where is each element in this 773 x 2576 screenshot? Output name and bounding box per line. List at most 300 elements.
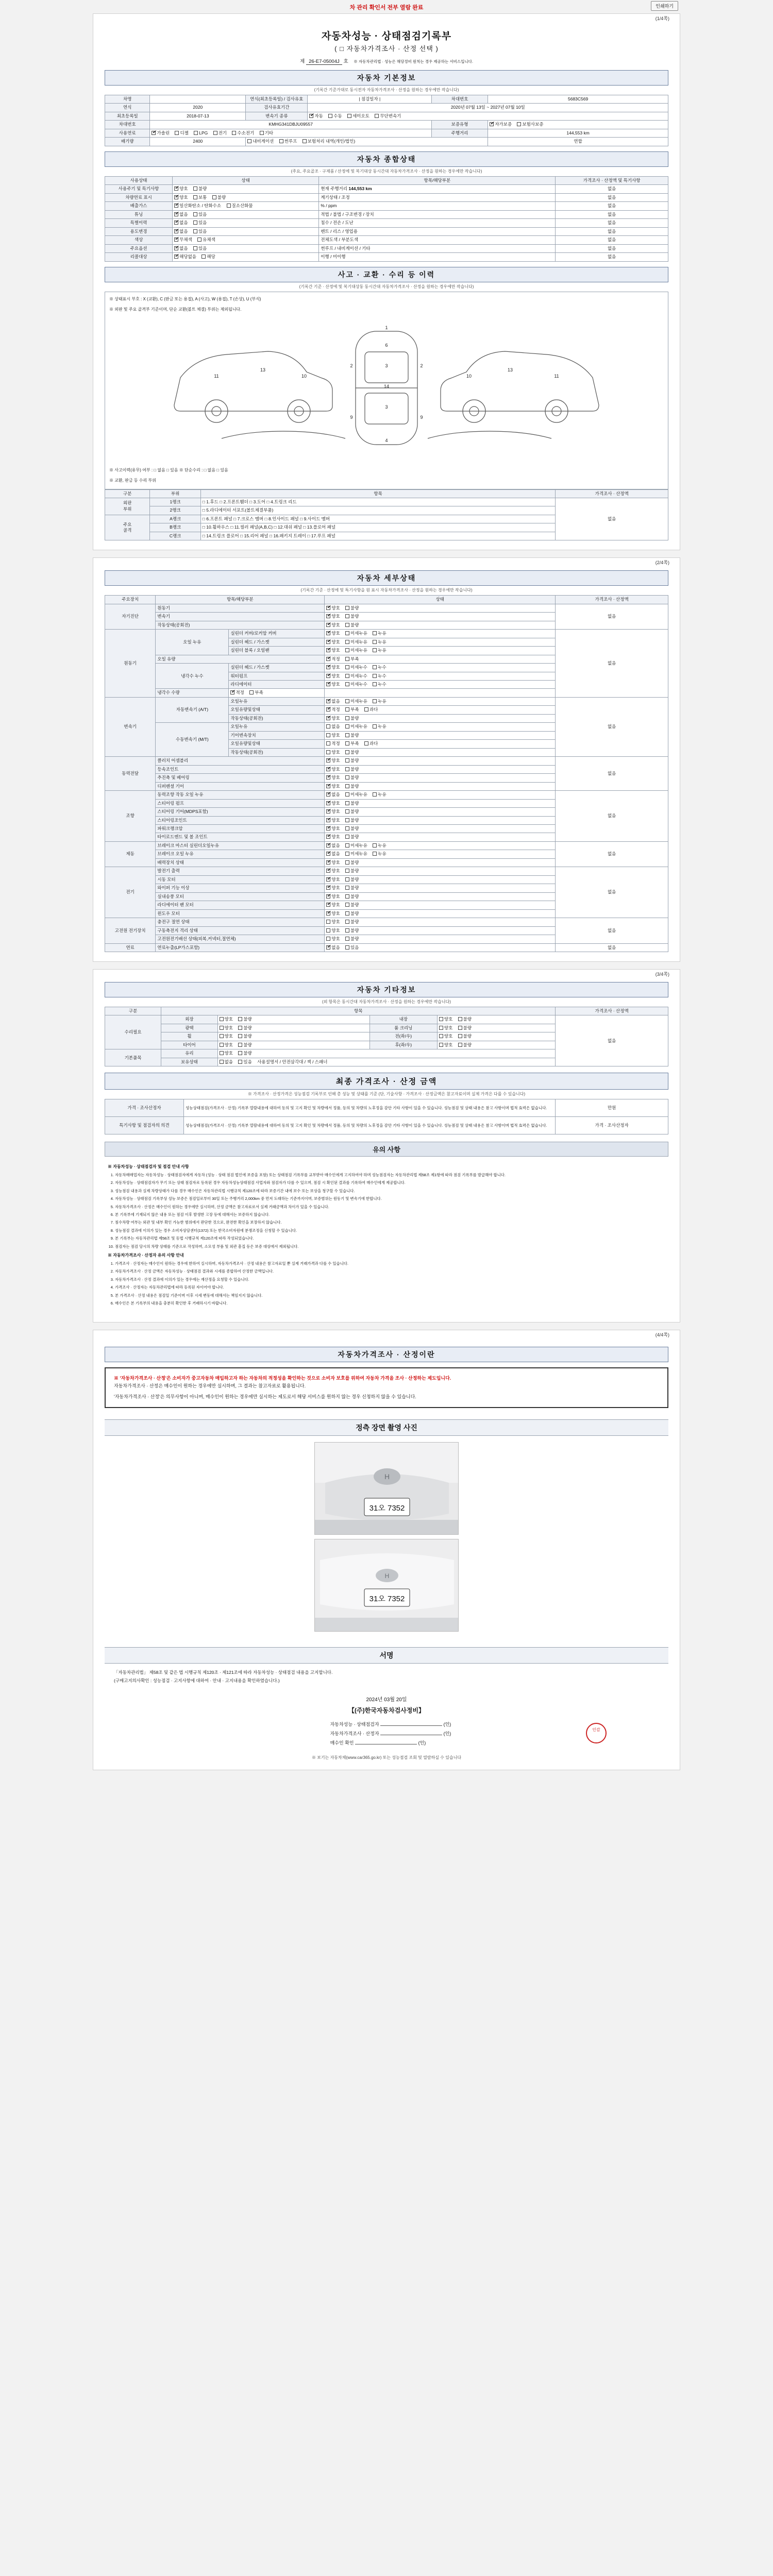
cautions-list-1: [115, 1172, 665, 1250]
odometer-value: 144,553 km: [488, 129, 668, 137]
odometer-reading: 144,553 km: [348, 186, 372, 192]
signer-seal: (인): [443, 1722, 451, 1727]
page-number-4: (4/4쪽): [655, 1332, 669, 1337]
opt-bad[interactable]: 불량: [345, 826, 359, 832]
parts-items: □ 10.휠하우스 □ 11.필러 패널(A,B,C) □ 12.대쉬 패널 □ 13.플로어 패널: [200, 523, 556, 532]
opt-tire-fr[interactable]: 불량: [458, 1033, 472, 1039]
opt-over[interactable]: 과다: [364, 741, 378, 747]
row-state: [173, 219, 319, 227]
opt-bad[interactable]: 불량: [345, 868, 359, 874]
opt-good[interactable]: ✔ 양호: [326, 826, 340, 832]
accessory-list: 사용설명서 / 안전삼각대 / 잭 / 스패너: [257, 1059, 328, 1064]
list-item: 10. 점검자는 점검 당시의 차량 상태를 기준으로 작성하며, 소모성 부품 및 외관 흠집 등은 보증 대상에서 제외됩니다.: [115, 1244, 665, 1249]
opt-bad[interactable]: 불량: [345, 911, 359, 917]
opt-none[interactable]: 없음: [220, 1059, 233, 1065]
cell-label: 연식: [105, 104, 150, 112]
opt-bad[interactable]: 불량: [345, 860, 359, 866]
opt-seep[interactable]: 미세누유: [345, 724, 367, 730]
row-group-label: 차량연료 표시: [105, 193, 173, 201]
cautions-head-1: ※ 자동차성능 · 상태점검자 및 점검 안내 사항: [108, 1164, 189, 1170]
opt-leak[interactable]: 누유: [373, 699, 386, 704]
opt-leak[interactable]: 누유: [373, 648, 386, 653]
section-accident-title: 사고 · 교환 · 수리 등 이력: [105, 267, 668, 282]
sub-label: 작동상태(공회전): [229, 714, 325, 722]
group-electric: 전기: [105, 867, 156, 918]
table-row: [105, 757, 668, 765]
opt-good[interactable]: ✔ 양호: [326, 894, 340, 900]
doc-note-line: ※ 자동차관리법 · 성능은 해당정비 원칙는 경우 제공하는 서비스입니다.: [354, 59, 473, 64]
item-label: 수동변속기 (M/T): [156, 723, 229, 757]
opt-bad[interactable]: 불량: [345, 902, 359, 908]
opt-leak[interactable]: 누유: [373, 843, 386, 849]
option-insurer-warranty[interactable]: 보험사보증: [517, 122, 543, 127]
opt-good[interactable]: ✔ 양호: [326, 665, 340, 670]
opt-none[interactable]: ✔ 없음: [174, 246, 188, 251]
state-cell: [217, 1049, 556, 1058]
opt-good[interactable]: ✔ 양호: [326, 639, 340, 645]
opt-seep[interactable]: 미세누수: [345, 682, 367, 687]
rank-label: C랭크: [150, 532, 200, 540]
opt-ok[interactable]: ✔ 적정: [230, 690, 244, 696]
list-item: 5. 본 가격조사 · 산정 내용은 점검일 기준이며 이후 시세 변동에 대해서는 책임지지 않습니다.: [115, 1293, 665, 1298]
opt-bad[interactable]: 불량: [345, 834, 359, 840]
opt-good[interactable]: ✔ 양호: [326, 716, 340, 721]
state-cell: [217, 1058, 556, 1066]
opt-low[interactable]: 부족: [345, 707, 359, 713]
state-cell: [325, 816, 556, 824]
group-fuel: 연료: [105, 943, 156, 952]
p4-title: 자동차가격조사 · 산정이란: [105, 1347, 668, 1362]
opt-leak[interactable]: 누유: [373, 792, 386, 798]
cautions-title: 유의 사항: [105, 1142, 668, 1157]
cell-label: 주행거리: [431, 129, 488, 137]
opt-applicable[interactable]: 해당: [201, 254, 215, 260]
item-label: 동력조향 작동 오일 누유: [156, 791, 325, 799]
opt-tire-rl[interactable]: 양호: [439, 1042, 452, 1048]
opt-good[interactable]: ✔ 양호: [326, 605, 340, 611]
opt-none[interactable]: ✔ 없음: [326, 945, 340, 951]
opt-good[interactable]: 양호: [220, 1025, 233, 1031]
option-ev[interactable]: 전기: [213, 130, 227, 136]
page-1: [93, 13, 680, 550]
col-detail: 항목/해당부분: [319, 176, 556, 184]
opt-good[interactable]: 양호: [326, 936, 340, 942]
sub-label: 실린더 헤드 / 가스켓: [229, 638, 325, 646]
opt-bad[interactable]: 불량: [345, 758, 359, 764]
group-note: 없음: [556, 918, 668, 943]
item-label: 외장: [161, 1015, 217, 1024]
opt-good[interactable]: ✔ 양호: [326, 775, 340, 781]
item-label: 자동변속기 (A/T): [156, 697, 229, 722]
table-row: [105, 104, 668, 112]
opt-good[interactable]: 양호: [439, 1016, 452, 1022]
opt-good[interactable]: ✔ 양호: [326, 784, 340, 789]
opt-good[interactable]: ✔ 양호: [326, 622, 340, 628]
opt-leak[interactable]: 누유: [373, 631, 386, 636]
opt-bad[interactable]: 불량: [345, 801, 359, 806]
price-row-label: 가격 · 조사산정자: [105, 1099, 184, 1117]
opt-none[interactable]: ✔ 없음: [326, 851, 340, 857]
opt-seep[interactable]: 미세누유: [345, 639, 367, 645]
rank-label: 1랭크: [150, 498, 200, 506]
row-detail: 침수 / 전손 / 도난: [319, 219, 556, 227]
opt-none[interactable]: ✔ 없음: [174, 220, 188, 226]
list-item: 2. 자동차성능 · 상태점검자가 무기 또는 상태 점검자로 등록된 경우 자동차성능상태점검 사업자와 점검자가 다를 수 있으며, 점검 시 확인된 결과를 기록하여 매수인에게 제공합니다.: [115, 1180, 665, 1185]
opt-none[interactable]: ✔ 없음: [326, 699, 340, 704]
state-cell: [325, 757, 556, 765]
state-cell: [325, 850, 556, 858]
opt-bad[interactable]: 불량: [238, 1050, 251, 1056]
group-note: 없음: [556, 604, 668, 629]
opt-good[interactable]: 양호: [220, 1042, 233, 1048]
opt-good[interactable]: ✔ 양호: [326, 648, 340, 653]
opt-ok[interactable]: ✔ 적정: [326, 656, 340, 662]
item-label-2: 룸 크리닝: [369, 1024, 437, 1032]
state-cell: [325, 774, 556, 782]
opt-good[interactable]: 양호: [326, 750, 340, 755]
opt-seep[interactable]: 미세누유: [345, 792, 367, 798]
special-note-label: 특기사항 및 점검자의 의견: [105, 1117, 184, 1134]
detail-state-table: [105, 595, 668, 952]
state-cell: [325, 901, 556, 909]
opt-good[interactable]: 양호: [220, 1050, 233, 1056]
table-row: [105, 219, 668, 227]
opt-bad[interactable]: 불량: [345, 716, 359, 721]
opt-good[interactable]: ✔ 양호: [326, 801, 340, 806]
opt-good[interactable]: 양호: [439, 1025, 452, 1031]
rank-label: 2랭크: [150, 506, 200, 515]
print-button[interactable]: 인쇄하기: [651, 1, 678, 11]
opt-bad[interactable]: 불량: [345, 784, 359, 789]
warranty-options: [488, 121, 668, 129]
opt-good[interactable]: 양호: [220, 1016, 233, 1022]
list-item: 5. 자동차가격조사 · 산정은 매수인이 원하는 경우에만 실시하며, 산정 금액은 참고자료로서 실제 거래금액과 차이가 있을 수 있습니다.: [115, 1204, 665, 1210]
option-fuel-etc[interactable]: 기타: [260, 130, 273, 136]
state-cell: [325, 655, 556, 663]
opt-ok[interactable]: ✔ 적정: [326, 707, 340, 713]
opt-bad[interactable]: 불량: [238, 1016, 251, 1022]
signer-row: [330, 1729, 668, 1738]
opt-none[interactable]: ✔ 없음: [326, 792, 340, 798]
opt-seep[interactable]: 미세누유: [345, 648, 367, 653]
opt-good[interactable]: ✔ 양호: [326, 673, 340, 679]
state-cell: [325, 613, 556, 621]
cell-label: 보증유형: [431, 121, 488, 129]
table-row: [105, 185, 668, 193]
opt-bad[interactable]: 불량: [345, 750, 359, 755]
signer-seal: (인): [443, 1731, 451, 1737]
option-lpg[interactable]: LPG: [194, 130, 208, 136]
opt-seep[interactable]: 미세누유: [345, 631, 367, 636]
opt-seep[interactable]: 미세누수: [345, 673, 367, 679]
row-note: 없음: [556, 253, 668, 261]
opt-bad[interactable]: 불량: [345, 936, 359, 942]
group-hv-electric: 고전원 전기장치: [105, 918, 156, 943]
opt-bad[interactable]: 불량: [458, 1016, 472, 1022]
opt-none[interactable]: ✔ 없음: [326, 843, 340, 849]
opt-bad[interactable]: 불량: [345, 622, 359, 628]
opt-leak[interactable]: 누수: [373, 682, 386, 687]
opt-good[interactable]: 양호: [220, 1033, 233, 1039]
cell-value: 2400: [150, 138, 246, 146]
opt-bad[interactable]: 불량: [193, 186, 207, 192]
page-number-2: (2/4쪽): [655, 560, 669, 566]
opt-seep[interactable]: 미세누수: [345, 665, 367, 670]
opt-good[interactable]: ✔ 양호: [174, 195, 188, 200]
cell-value: | 점검일자 |: [308, 95, 431, 104]
cell-label: 차대번호: [431, 95, 488, 104]
page-title: 자동차성능 · 상태점검기록부: [321, 31, 452, 42]
opt-good[interactable]: 양호: [326, 919, 340, 925]
opt-yes[interactable]: 있음: [193, 246, 207, 251]
opt-ok[interactable]: 적정: [326, 741, 340, 747]
parts-items: □ 5.라디에이터 서포트(볼트체결부품): [200, 506, 556, 515]
opt-yes[interactable]: 있음: [193, 229, 207, 234]
opt-bad[interactable]: 불량: [345, 894, 359, 900]
option-seat[interactable]: 보험처리 내역(개인/법인): [303, 139, 356, 144]
list-item: 3. 자동차가격조사 · 산정 결과에 이의가 있는 경우에는 재산정을 요청할 수 있습니다.: [115, 1277, 665, 1282]
warn-line-2: 자동차가격조사 · 산정은 매수인이 원하는 경우에만 실시하며, 그 결과는 참고자료로 활용됩니다.: [114, 1383, 306, 1388]
row-note: 없음: [556, 227, 668, 235]
table-row: [105, 129, 668, 137]
option-cvt[interactable]: 무단변속기: [375, 113, 401, 119]
col-item: 항목: [161, 1007, 556, 1015]
row-detail: % / ppm: [319, 202, 556, 210]
svg-text:14: 14: [383, 383, 390, 389]
state-cell: [325, 647, 556, 655]
opt-seep[interactable]: 미세누유: [345, 699, 367, 704]
section-accident-note: (기록간 기준 · 산정에 및 복기대상동 동시간대 자동차가격조사 · 산정을 원하는 경우에만 작습니다): [299, 284, 474, 289]
opt-good[interactable]: ✔ 양호: [326, 614, 340, 619]
opt-leak[interactable]: 누수: [373, 665, 386, 670]
item-label: 휠: [161, 1032, 217, 1041]
opt-good[interactable]: ✔ 양호: [326, 834, 340, 840]
opt-seep[interactable]: 미세누유: [345, 851, 367, 857]
item-label: 파워크랭크암: [156, 824, 325, 833]
item-label: 등속조인트: [156, 765, 325, 773]
cell-value: [150, 95, 246, 104]
opt-none[interactable]: ✔ 없음: [174, 212, 188, 217]
state-cell: [325, 918, 556, 926]
table-row: [105, 943, 668, 952]
option-manual[interactable]: 수동: [328, 113, 342, 119]
opt-bad[interactable]: 불량: [345, 767, 359, 772]
state-cell: [217, 1032, 369, 1041]
section-etc-note: (외 항목은 동시간대 자동차가격조사 · 산정을 원하는 경우에만 작습니다): [322, 999, 451, 1004]
row-note: 없음: [556, 219, 668, 227]
item-label: 배력장치 상태: [156, 858, 325, 867]
parts-items: □ 14.트렁크 플로어 □ 15.리어 패널 □ 16.패키지 트레이 □ 17.루프 패널: [200, 532, 556, 540]
opt-over[interactable]: 과다: [364, 707, 378, 713]
opt-none[interactable]: 없음: [326, 724, 340, 730]
opt-good[interactable]: ✔ 양호: [326, 885, 340, 891]
list-item: 1. 자동차매매업자는 자동차성능 · 상태점검자에게 자동차 (성능 · 상태 점검 법인에 보증을 포함) 또는 상태점검 기록부를 교부받아 매수인에게 고지하여야 하며 성능점검자는 자동차관리법 제58조 제1항에 따라 점검 기록부를 발급해야 합니다.: [115, 1172, 665, 1178]
opt-good[interactable]: ✔ 양호: [326, 868, 340, 874]
opt-low[interactable]: 부족: [249, 690, 263, 696]
opt-good[interactable]: ✔ 양호: [326, 682, 340, 687]
opt-tire-rr[interactable]: 불량: [458, 1042, 472, 1048]
state-cell: [325, 791, 556, 799]
group-outer-panel: 외판 부위: [105, 498, 150, 515]
opt-bad[interactable]: 불량: [345, 733, 359, 738]
opt-bad[interactable]: 불량: [238, 1042, 251, 1048]
opt-bad[interactable]: 불량: [345, 885, 359, 891]
list-item: 7. 침수차량 여부는 외관 및 내부 확인 가능한 범위에서 판단한 것으로, 완전한 확인을 보장하지 않습니다.: [115, 1219, 665, 1225]
page-4: [93, 1330, 680, 1770]
group-note: 없음: [556, 791, 668, 842]
cell-value: 5683C569: [488, 95, 668, 104]
opt-bad[interactable]: 불량: [345, 605, 359, 611]
sub-label: 워터펌프: [229, 672, 325, 680]
option-self-warranty[interactable]: ✔ 자가보증: [490, 122, 512, 127]
table-row: [105, 1099, 668, 1117]
svg-text:4: 4: [385, 437, 388, 443]
row-group-label: 용도변경: [105, 227, 173, 235]
option-semiauto[interactable]: 세미오토: [347, 113, 369, 119]
row-detail: 적법 / 불법 / 구조변경 / 장치: [319, 210, 556, 218]
row-state: [173, 253, 319, 261]
opt-good[interactable]: ✔ 양호: [326, 860, 340, 866]
opt-seep[interactable]: 미세누유: [345, 843, 367, 849]
item-label: 광택: [161, 1024, 217, 1032]
opt-leak[interactable]: 누유: [373, 639, 386, 645]
signer-label: 자동차성능 · 상태점검자: [330, 1722, 379, 1727]
state-cell: [325, 706, 556, 714]
opt-bad[interactable]: 불량: [345, 919, 359, 925]
section-detail-title: 자동차 세부상태: [105, 570, 668, 586]
state-cell-2: [437, 1032, 556, 1041]
opt-bad[interactable]: 불량: [345, 877, 359, 883]
opt-good[interactable]: ✔ 양호: [326, 758, 340, 764]
table-row: [105, 112, 668, 120]
state-cell: [325, 867, 556, 875]
item-label: 클러치 어셈블리: [156, 757, 325, 765]
opt-bad[interactable]: 불량: [345, 809, 359, 815]
opt-tire-fl[interactable]: 양호: [439, 1033, 452, 1039]
signature-rows: [105, 1720, 668, 1748]
opt-leak[interactable]: 누수: [373, 673, 386, 679]
opt-yes[interactable]: 있음: [345, 945, 359, 951]
opt-bad[interactable]: 불량: [212, 195, 226, 200]
opt-low[interactable]: 부족: [345, 741, 359, 747]
state-cell: [325, 731, 556, 739]
opt-co-hc[interactable]: ✔ 일산화탄소 / 탄화수소: [174, 203, 221, 209]
svg-text:3: 3: [385, 404, 388, 410]
state-cell: [217, 1041, 369, 1049]
sign-line-1: 「자동차관리법」 제58조 및 같은 법 시행규칙 제120조 · 제121조에 따라 자동차성능 · 상태점검 내용을 고지합니다.: [114, 1670, 333, 1675]
opt-good[interactable]: 양호: [326, 733, 340, 738]
opt-achromatic[interactable]: ✔ 무채색: [174, 237, 192, 243]
option-sunroof[interactable]: 썬루프: [279, 139, 297, 144]
opt-good[interactable]: ✔ 양호: [326, 631, 340, 636]
opt-good[interactable]: 양호: [326, 928, 340, 934]
opt-bad[interactable]: 불량: [238, 1033, 251, 1039]
opt-low[interactable]: 부족: [345, 656, 359, 662]
table-row: [105, 253, 668, 261]
group-note: 없음: [556, 630, 668, 698]
opt-na[interactable]: ✔ 해당없음: [174, 254, 196, 260]
state-cell: [325, 714, 556, 722]
option-gasoline[interactable]: ✔ 가솔린: [152, 130, 170, 136]
item-label: 원동기: [156, 604, 325, 612]
signer-value[interactable]: [380, 1725, 442, 1726]
signature-date: 2024년 03월 20일: [366, 1697, 407, 1703]
table-row: [105, 227, 668, 235]
opt-good[interactable]: ✔ 양호: [326, 902, 340, 908]
col-price: 가격조사 · 산정액: [556, 596, 668, 604]
company-name: 【(주)한국자동차검사정비】: [348, 1707, 425, 1715]
opt-chromatic[interactable]: 유채색: [197, 237, 215, 243]
opt-yes[interactable]: 있음: [238, 1059, 251, 1065]
opt-none[interactable]: ✔ 없음: [174, 229, 188, 234]
option-navigation[interactable]: 내비게이션: [247, 139, 274, 144]
row-detail: 이행 / 미이행: [319, 253, 556, 261]
price-amount: 만원: [556, 1099, 668, 1117]
opt-good[interactable]: ✔ 양호: [326, 818, 340, 823]
sub-label: 실린더 커버/로커암 커버: [229, 630, 325, 638]
opt-good[interactable]: ✔ 양호: [326, 767, 340, 772]
opt-good[interactable]: ✔ 양호: [326, 809, 340, 815]
option-auto[interactable]: ✔ 자동: [309, 113, 323, 119]
opt-good[interactable]: ✔ 양호: [326, 877, 340, 883]
sub-label: 냉각수 수량: [156, 689, 229, 697]
cautions-body: [105, 1157, 668, 1312]
opt-normal[interactable]: 보통: [193, 195, 207, 200]
opt-bad[interactable]: 불량: [345, 614, 359, 619]
table-row: [105, 244, 668, 252]
state-cell: [325, 808, 556, 816]
opt-good[interactable]: ✔ 양호: [174, 186, 188, 192]
state-cell: [325, 740, 556, 748]
col-note: 가격조사 · 산정액: [556, 489, 668, 498]
option-hydrogen[interactable]: 수소전기: [232, 130, 254, 136]
group-engine: 원동기: [105, 630, 156, 698]
page-number-1: (1/4쪽): [655, 16, 669, 21]
p4-warning-box: [105, 1367, 668, 1409]
opt-leak[interactable]: 누유: [373, 851, 386, 857]
cautions-head-2: ※ 자동차가격조사 · 산정자 유의 사항 안내: [108, 1253, 184, 1258]
table-row: [105, 202, 668, 210]
item-label: 와이퍼 기능 이상: [156, 884, 325, 892]
opt-yes[interactable]: 있음: [193, 220, 207, 226]
photo-rear-svg: [315, 1539, 459, 1632]
item-label: 타이어: [161, 1041, 217, 1049]
item-label: 스티어링 기어(MDPS포함): [156, 808, 325, 816]
col-state: 상태: [325, 596, 556, 604]
opt-good[interactable]: ✔ 양호: [326, 911, 340, 917]
opt-leak[interactable]: 누유: [373, 724, 386, 730]
photo-front-svg: [315, 1443, 459, 1535]
row-note: 없음: [556, 202, 668, 210]
opt-bad[interactable]: 불량: [345, 928, 359, 934]
item-label: 충전구 절연 상태: [156, 918, 325, 926]
option-diesel[interactable]: 디젤: [175, 130, 188, 136]
opt-nox[interactable]: 질소산화물: [227, 203, 253, 209]
doc-no-suffix: 호: [343, 59, 348, 64]
opt-bad[interactable]: 불량: [345, 775, 359, 781]
opt-bad[interactable]: 불량: [458, 1025, 472, 1031]
state-cell: [325, 630, 556, 638]
topbar: [93, 0, 680, 13]
item-label: 발전기 출력: [156, 867, 325, 875]
accident-legend-2: ※ 교환, 판금 등 수리 부위: [109, 478, 156, 483]
svg-text:11: 11: [554, 373, 559, 379]
opt-bad[interactable]: 불량: [345, 818, 359, 823]
diagram-note-2: ※ 외판 및 주요 골격부 기준이며, 단순 교환(볼트 체결) 부위는 제외됩니다.: [109, 307, 242, 312]
row-state: [173, 236, 319, 244]
opt-bad[interactable]: 불량: [238, 1025, 251, 1031]
opt-yes[interactable]: 있음: [193, 212, 207, 217]
